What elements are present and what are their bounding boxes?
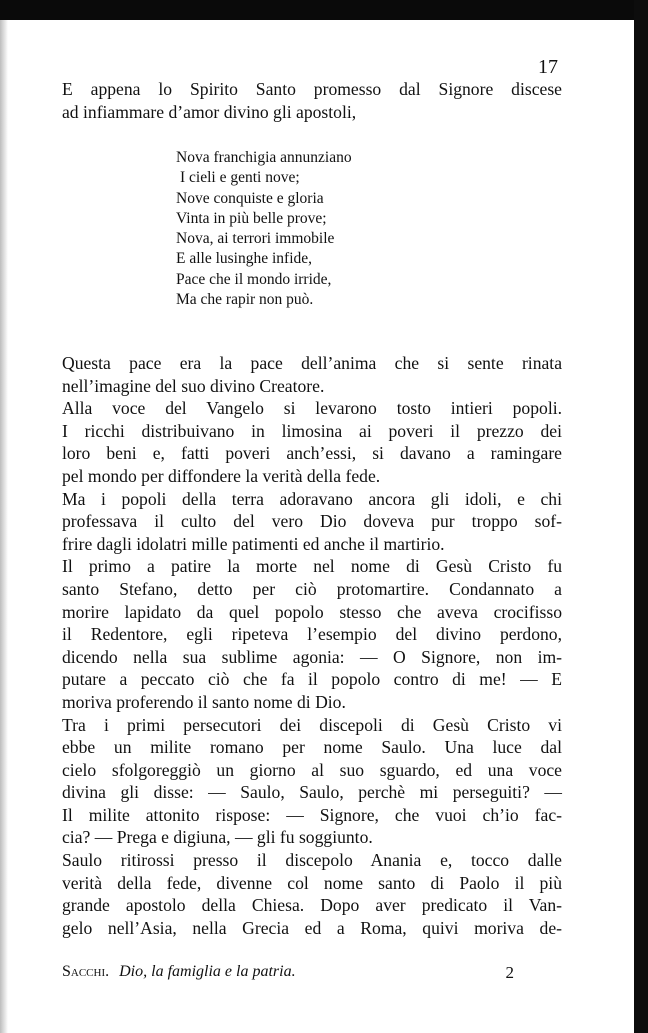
text-line: moriva proferendo il santo nome di Dio. [62, 691, 346, 712]
text-line: Il primo a patire la morte nel nome di Gesù Cristo fu [62, 556, 562, 577]
text-line: E appena lo Spirito Santo promesso dal Signore discese [62, 79, 562, 99]
text-line: ad infiammare d’amor divino gli apostoli, [62, 101, 357, 122]
signature-mark: 2 [505, 963, 514, 982]
page-footer [62, 963, 514, 981]
text-line: Saulo ritirossi presso il discepolo Anania e, tocco dalle [62, 850, 562, 871]
scan-top-border [0, 0, 648, 20]
text-line: gelo nell’Asia, nella Grecia ed a Roma, quivi moriva de- [62, 917, 562, 938]
text-line: putare a peccato ciò che fa il popolo contro di me! — E [62, 669, 562, 690]
text-line: Ma i popoli della terra adoravano ancora gli idoli, e chi [62, 488, 562, 509]
poem-line: Nova franchigia annunziano [176, 149, 352, 166]
text-line: frire dagli idolatri mille patimenti ed anche il martirio. [62, 533, 445, 554]
text-line: I ricchi distribuivano in limosina ai poveri il prezzo dei [62, 420, 562, 441]
text-line: verità della fede, divenne col nome santo di Paolo il più [62, 872, 562, 893]
scan-right-border [634, 0, 648, 1033]
text-line: santo Stefano, detto per ciò protomartire. Condannato a [62, 578, 562, 599]
poem-line: Pace che il mondo irride, [176, 270, 332, 288]
poem-line: Ma che rapir non può. [176, 291, 314, 309]
text-line: ebbe un milite romano per nome Saulo. Una luce dal [62, 737, 562, 758]
text-line: Questa pace era la pace dell’anima che si sente rinata [62, 353, 562, 373]
page-number: 17 [538, 56, 558, 78]
text-line: cia? — Prega e digiuna, — gli fu soggiunto. [62, 827, 373, 848]
footer-book-title: Dio, la famiglia e la patria. [119, 963, 296, 980]
poem-line: E alle lusinghe infide, [176, 250, 313, 268]
text-line: Tra i primi persecutori dei discepoli di Gesù Cristo vi [62, 714, 562, 735]
text-line: grande apostolo della Chiesa. Dopo aver predicato il Van- [62, 895, 562, 916]
text-line: Il milite attonito rispose: — Signore, che vuoi ch’io fac- [62, 804, 562, 825]
intro-paragraph [62, 78, 562, 123]
text-line: cielo sfolgoreggiò un giorno al suo sguardo, ed una voce [62, 759, 562, 780]
text-line: Alla voce del Vangelo si levarono tosto intieri popoli. [62, 398, 562, 419]
page-gutter-shadow [0, 20, 8, 1033]
text-line: nell’imagine del suo divino Creatore. [62, 375, 325, 396]
poem-line: Vinta in più belle prove; [176, 209, 327, 227]
text-line: divina gli disse: — Saulo, Saulo, perchè mi perseguiti? — [62, 782, 562, 803]
text-line: professava il culto del vero Dio doveva pur troppo sof- [62, 511, 562, 532]
footer-author: Sacchi. [62, 963, 110, 980]
poem-line: Nove conquiste e gloria [176, 189, 324, 207]
text-line: loro beni e, fatti poveri anch’essi, si davano a ramingare [62, 443, 562, 464]
text-line: pel mondo per diffondere la verità della fede. [62, 465, 381, 486]
text-line: dicendo nella sua sublime agonia: — O Signore, non im- [62, 646, 562, 667]
poem-line: Nova, ai terrori immobile [176, 230, 335, 248]
text-line: il Redentore, egli ripeteva l’esempio del divino perdono, [62, 624, 562, 645]
poem-line: I cieli e genti nove; [180, 169, 300, 187]
poem-stanza [176, 148, 352, 310]
body-text [62, 352, 562, 939]
text-line: morire lapidato da quel popolo stesso che aveva crocifisso [62, 601, 562, 622]
